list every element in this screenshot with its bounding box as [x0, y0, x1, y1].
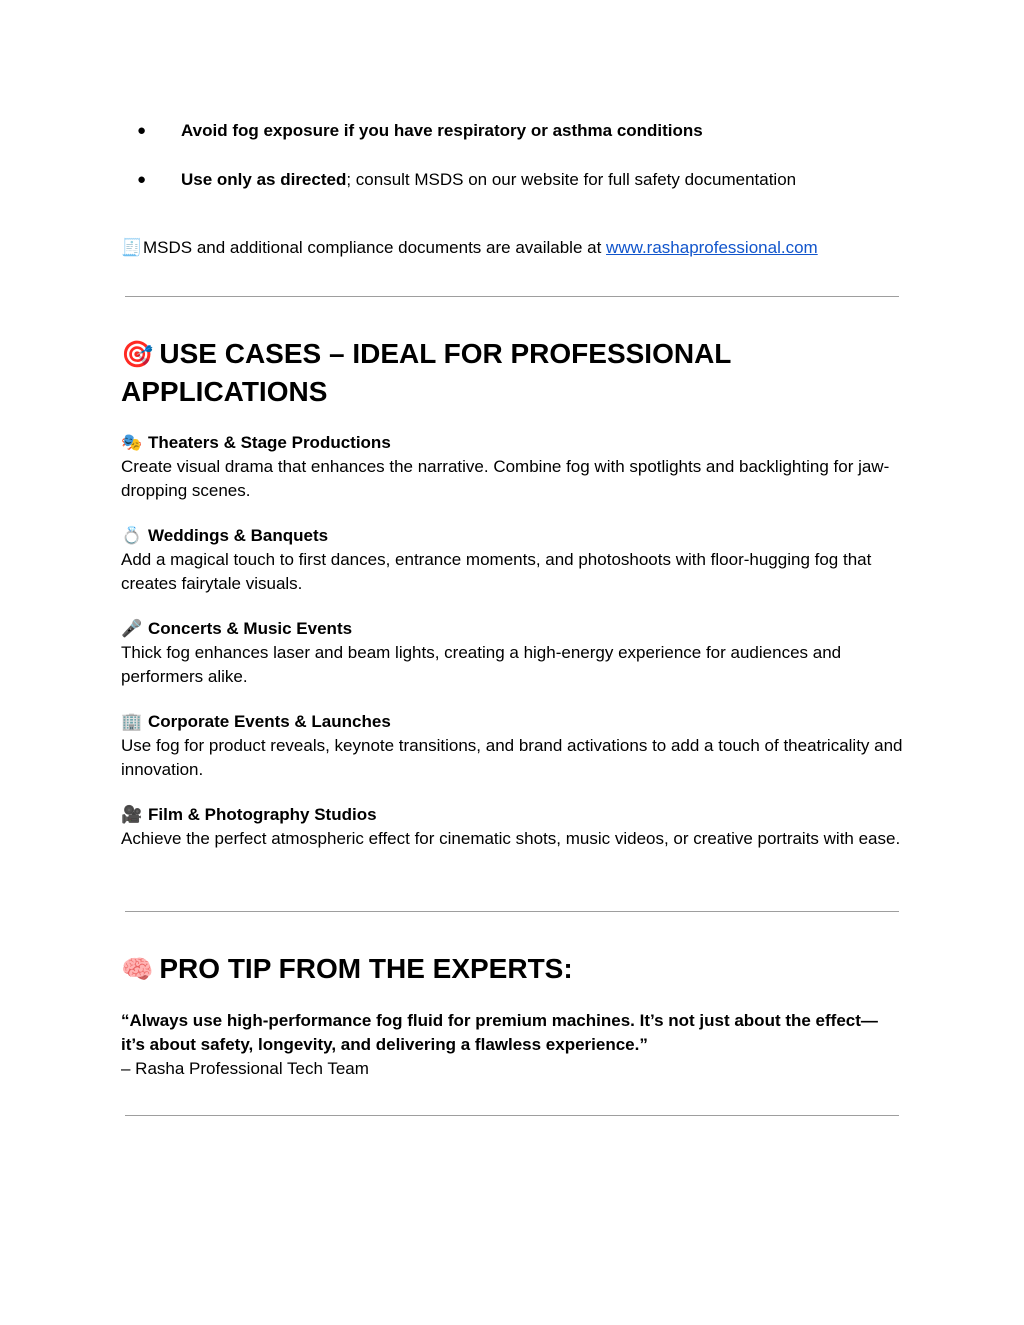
theater-masks-icon: 🎭 — [121, 433, 143, 452]
use-case-weddings — [121, 524, 911, 596]
section-divider — [125, 296, 899, 297]
bullet-bold-text: Avoid fog exposure if you have respiratory or asthma conditions — [181, 121, 703, 140]
use-case-title — [121, 803, 911, 827]
use-case-title-text: Corporate Events & Launches — [148, 712, 391, 731]
microphone-icon: 🎤 — [121, 619, 143, 638]
office-building-icon: 🏢 — [121, 712, 143, 731]
use-case-title-text: Theaters & Stage Productions — [148, 433, 391, 452]
use-case-film — [121, 803, 911, 851]
quote-attribution: – Rasha Professional Tech Team — [121, 1059, 369, 1078]
use-case-theaters — [121, 431, 911, 503]
pro-tip-quote — [121, 1009, 901, 1081]
use-case-title — [121, 524, 911, 548]
receipt-icon: 🧾 — [121, 238, 143, 257]
movie-camera-icon: 🎥 — [121, 805, 143, 824]
website-link[interactable]: www.rashaprofessional.com — [606, 238, 818, 257]
section-divider — [125, 911, 899, 912]
use-case-title-text: Concerts & Music Events — [148, 619, 353, 638]
use-case-description: Use fog for product reveals, keynote transitions, and brand activations to add a touch of theatricality and innovation. — [121, 736, 903, 779]
pro-tip-heading — [121, 950, 881, 988]
use-case-title-text: Weddings & Banquets — [148, 526, 329, 545]
bullet-text — [181, 120, 703, 142]
bullet-dot: ● — [137, 171, 147, 188]
use-case-concerts — [121, 617, 911, 689]
bullet-bold-text: Use only as directed — [181, 170, 347, 189]
heading-line-1: USE CASES – IDEAL FOR PROFESSIONAL — [159, 338, 732, 369]
target-icon: 🎯 — [121, 339, 154, 369]
bullet-text — [181, 169, 796, 191]
use-case-description: Add a magical touch to first dances, entrance moments, and photoshoots with floor-hugging fog that creates fairytale visuals. — [121, 550, 872, 593]
use-case-description: Thick fog enhances laser and beam lights, creating a high-energy experience for audiences and performers alike. — [121, 643, 842, 686]
brain-icon: 🧠 — [121, 954, 154, 984]
use-case-title — [121, 710, 911, 734]
use-case-description: Achieve the perfect atmospheric effect for cinematic shots, music videos, or creative portraits with ease. — [121, 829, 901, 848]
bullet-rest-text: ; consult MSDS on our website for full safety documentation — [346, 170, 797, 189]
msds-text: MSDS and additional compliance documents are available at — [143, 238, 607, 257]
heading-line-2: APPLICATIONS — [121, 376, 328, 407]
pro-tip-heading-text: PRO TIP FROM THE EXPERTS: — [159, 953, 573, 984]
use-cases-heading — [121, 335, 881, 411]
use-case-title — [121, 431, 911, 455]
quote-text: “Always use high-performance fog fluid for premium machines. It’s not just about the effect—it’s about safety, longevity, and delivering a flawless experience.” — [121, 1011, 878, 1054]
use-case-title-text: Film & Photography Studios — [148, 805, 377, 824]
use-case-title — [121, 617, 911, 641]
bullet-dot: ● — [137, 122, 147, 139]
use-case-corporate — [121, 710, 911, 782]
ring-icon: 💍 — [121, 526, 143, 545]
msds-note — [121, 237, 818, 259]
section-divider — [125, 1115, 899, 1116]
use-case-description: Create visual drama that enhances the narrative. Combine fog with spotlights and backlighting for jaw-dropping scenes. — [121, 457, 890, 500]
